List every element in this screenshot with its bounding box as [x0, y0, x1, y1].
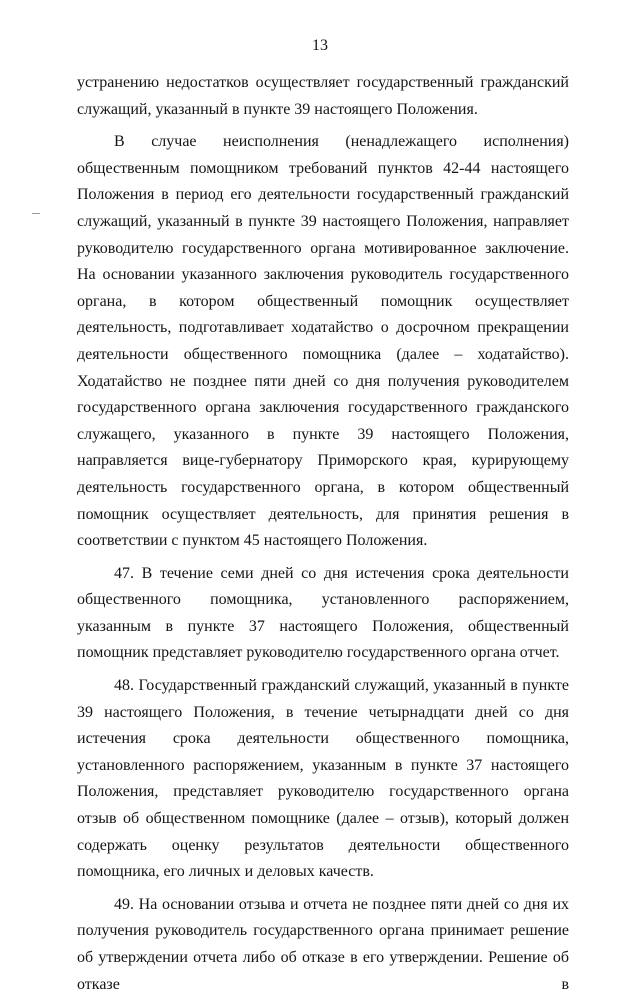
document-body — [77, 70, 569, 998]
page-number: 13 — [312, 37, 328, 54]
margin-mark — [32, 213, 40, 214]
paragraph-noncompliance: В случае неисполнения (ненадлежащего исполнения) общественным помощником требований пунктов 42-44 настоящего Положения в период его деятельности государственный гражданский служащий, указанный в пункте 39 настоящего Положения, направляет руководителю государственного органа мотивированное заключение. На основании указанного заключения руководитель государственного органа, в котором общественный помощник осуществляет деятельность, подготавливает ходатайство о досрочном прекращении деятельности общественного помощника (далее – ходатайство). Ходатайство не позднее пяти дней со дня получения руководителем государственного органа заключения государственного гражданского служащего, указанного в пункте 39 настоящего Положения, направляется вице-губернатору Приморского края, курирующему деятельность государственного органа, в котором общественный помощник осуществляет деятельность, для принятия решения в соответствии с пунктом 45 настоящего Положения. — [77, 133, 569, 550]
paragraph-continuation: устранению недостатков осуществляет государственный гражданский служащий, указанный в пункте 39 настоящего Положения. — [77, 74, 569, 118]
paragraph-48: 48. Государственный гражданский служащий, указанный в пункте 39 настоящего Положения, в течение четырнадцати дней со дня истечения срока деятельности общественного помощника, установленного распоряжением, указанным в пункте 37 настоящего Положения, представляет руководителю государственного органа отзыв об общественном помощнике (далее – отзыв), который должен содержать оценку результатов деятельности общественного помощника, его личных и деловых качеств. — [77, 677, 569, 881]
paragraph-49: 49. На основании отзыва и отчета не позднее пяти дней со дня их получения руководитель государственного органа принимает решение об утверждении отчета либо об отказе в его утверждении. Решение об отказе в — [77, 895, 569, 993]
paragraph-47: 47. В течение семи дней со дня истечения срока деятельности общественного помощника, установленного распоряжением, указанным в пункте 37 настоящего Положения, общественный помощник представляет руководителю государственного органа отчет. — [77, 564, 569, 662]
